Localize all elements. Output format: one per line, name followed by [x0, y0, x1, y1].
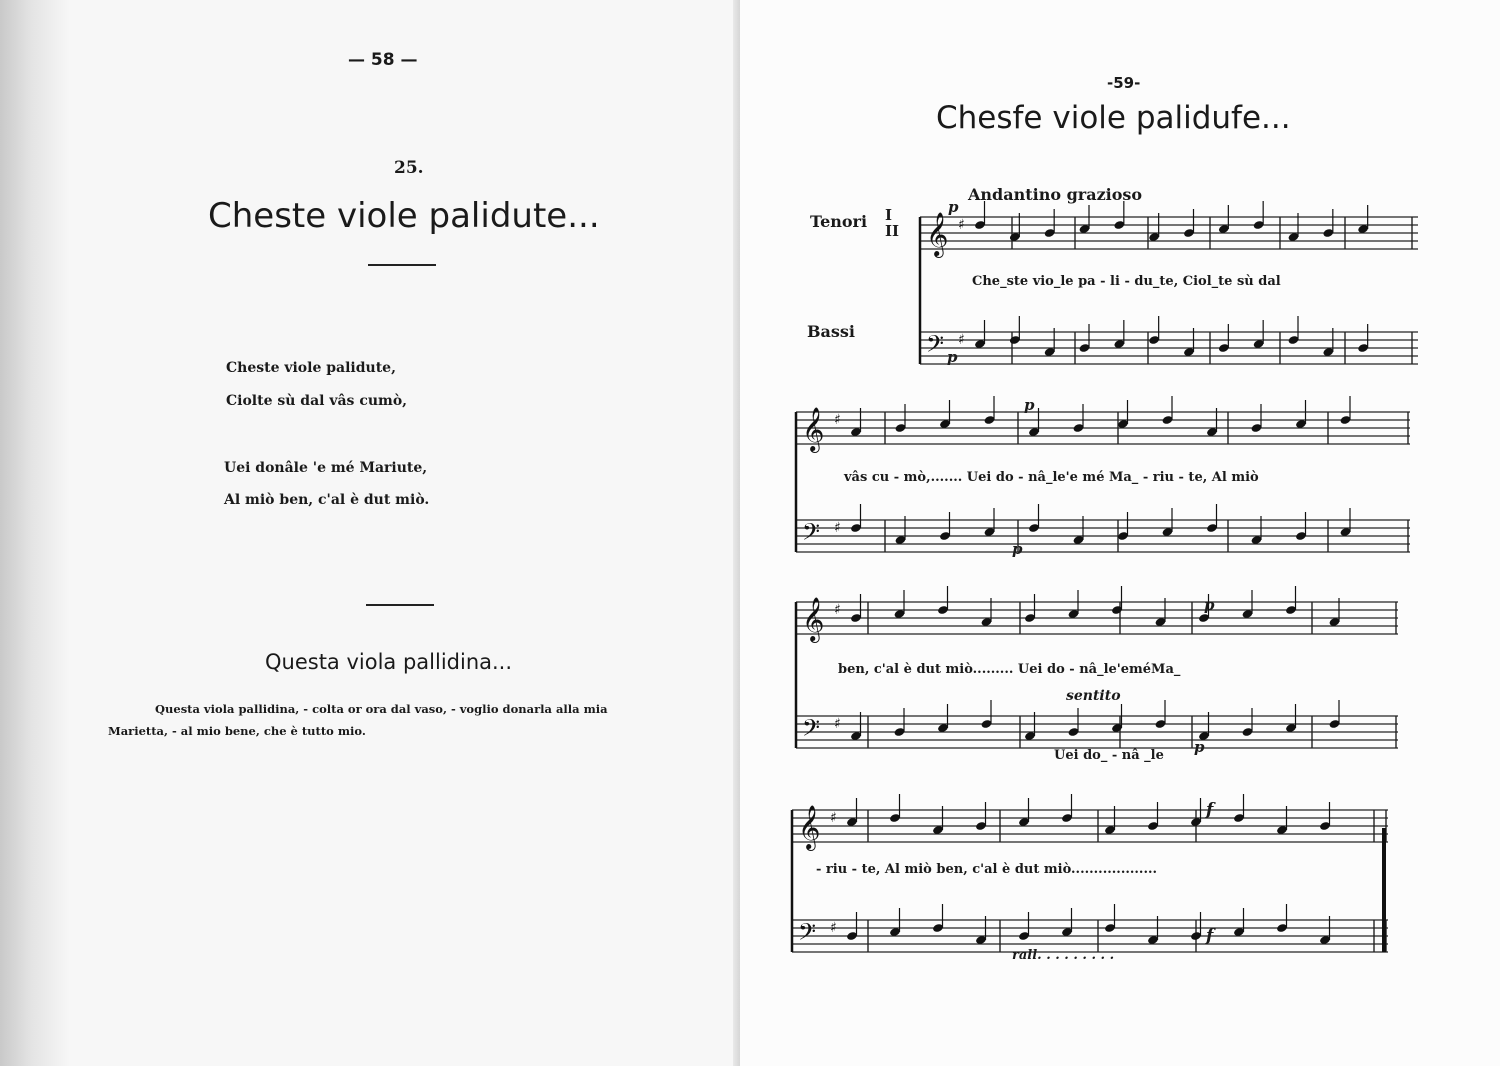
page-title-right: Chesfe viole palidufe...	[936, 100, 1291, 136]
section-number: 25.	[394, 158, 424, 178]
translation-line-1: Questa viola pallidina, - colta or ora dal vaso, - voglio donarla alla mia	[155, 702, 608, 716]
voice-label-bassi: Bassi	[807, 322, 855, 341]
dynamic-sentito: sentito	[1066, 688, 1121, 704]
treble-clef-icon: 𝄞	[802, 597, 825, 641]
verse-line-1: Cheste viole palidute,	[226, 360, 396, 376]
translation-line-2: Marietta, - al mio bene, che è tutto mio.	[108, 724, 366, 738]
dynamic-p-2: p	[947, 348, 958, 366]
page-number-right: -59-	[1107, 74, 1141, 92]
bass-clef-icon: 𝄢	[802, 714, 821, 747]
treble-clef-icon: 𝄞	[926, 212, 949, 256]
lyrics-system-2: vâs cu - mò,....... Uei do - nâ_le'e mé Ma_ - riu - te, Al miò	[844, 470, 1259, 485]
tempo-marking: Andantino grazioso	[968, 185, 1143, 204]
dynamic-p-1: p	[948, 198, 959, 216]
lyrics-system-1: Che_ste vio_le pa - li - du_te, Ciol_te sù dal	[972, 274, 1281, 289]
key-signature-sharp-icon: ♯	[834, 602, 841, 618]
key-signature-sharp-icon: ♯	[830, 920, 837, 936]
verse-line-2: Ciolte sù dal vâs cumò,	[226, 393, 408, 409]
bass-clef-icon: 𝄢	[802, 518, 821, 551]
lyrics-system-3-bass: Uei do_ - nâ _le	[1054, 748, 1164, 763]
key-signature-sharp-icon: ♯	[834, 412, 841, 428]
verse-line-4: Al miò ben, c'al è dut miò.	[224, 492, 430, 508]
page-title-left: Cheste viole palidute...	[208, 196, 600, 236]
bass-clef-icon: 𝄢	[798, 918, 817, 951]
voice-label-tenori: Tenori	[810, 212, 868, 231]
lyrics-system-3: ben, c'al è dut miò......... Uei do - nâ_le'eméMa_	[838, 662, 1181, 677]
dynamic-f-1: f	[1206, 800, 1214, 820]
verse-line-3: Uei donâle 'e mé Mariute,	[224, 460, 428, 476]
translation-title: Questa viola pallidina...	[265, 650, 513, 674]
key-signature-sharp-icon: ♯	[834, 716, 841, 732]
dynamic-f-2: f	[1206, 926, 1214, 946]
dynamic-p-4: p	[1012, 540, 1023, 558]
key-signature-sharp-icon: ♯	[830, 810, 837, 826]
treble-clef-icon: 𝄞	[802, 407, 825, 451]
key-signature-sharp-icon: ♯	[834, 520, 841, 536]
dynamic-p-3: p	[1024, 396, 1035, 414]
page-number-left: — 58 —	[348, 50, 418, 70]
dynamic-p-6: p	[1194, 738, 1205, 756]
dynamic-rall: rall. . . . . . . . .	[1012, 948, 1115, 963]
key-signature-sharp-icon: ♯	[958, 332, 965, 348]
key-signature-sharp-icon: ♯	[958, 217, 965, 233]
treble-clef-icon: 𝄞	[798, 805, 821, 849]
bass-clef-icon: 𝄢	[926, 330, 945, 363]
voice-label-tenori-parts: I II	[885, 206, 900, 240]
lyrics-system-4: - riu - te, Al miò ben, c'al è dut miò...................	[816, 862, 1158, 877]
dynamic-p-5: p	[1204, 596, 1215, 614]
